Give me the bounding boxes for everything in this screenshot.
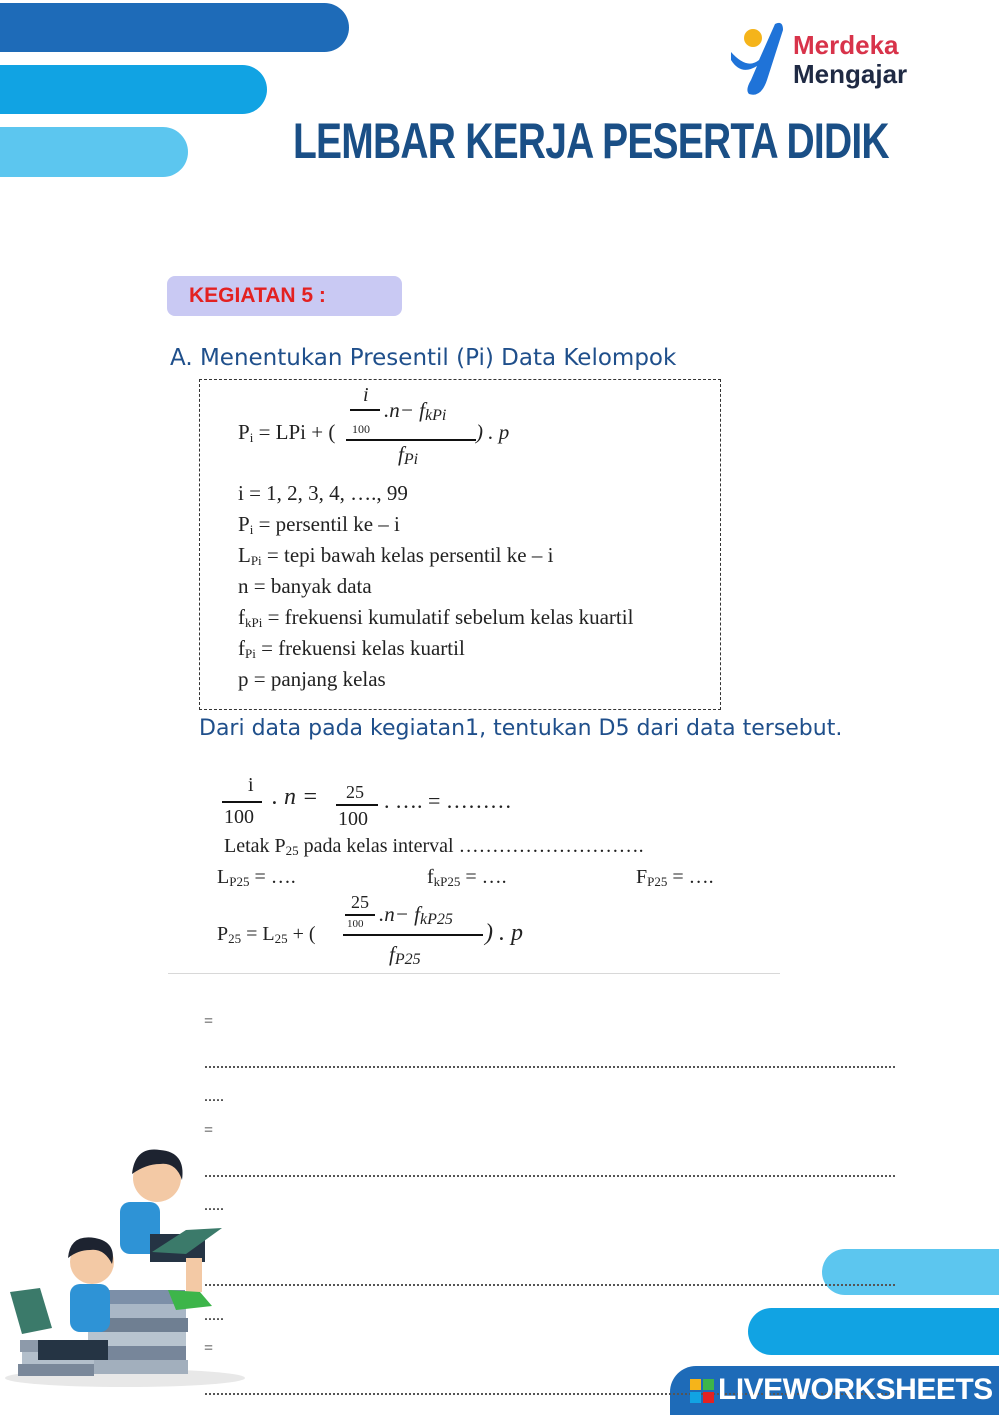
- formula-eq-lpi: = LPi + (: [258, 420, 336, 444]
- fkp25-value: = ….: [460, 866, 507, 888]
- formula-small-frac-line: [350, 409, 380, 411]
- letak-tail: pada kelas interval ……………………….: [298, 835, 644, 857]
- p25-sub: 25: [228, 931, 242, 946]
- lp25-field: [217, 866, 296, 890]
- work-mid: . n =: [272, 784, 319, 810]
- formula-den: f: [398, 442, 404, 466]
- definition-symbol: n: [238, 574, 249, 598]
- top-band-mid: [0, 65, 267, 114]
- fkp25-label: f: [427, 866, 434, 888]
- lp25-label: L: [217, 866, 230, 888]
- fp25-field: [636, 866, 714, 890]
- p25-plus: + (: [287, 923, 316, 945]
- definition-row: [238, 636, 465, 662]
- p25-num-100: 100: [347, 918, 364, 930]
- definition-text: = tepi bawah kelas persentil ke – i: [261, 543, 554, 567]
- fp25-value: = ….: [667, 866, 714, 888]
- definition-text: = 1, 2, 3, 4, …., 99: [243, 481, 408, 505]
- liveworksheets-logo-icon: [690, 1379, 714, 1403]
- p25-den: f: [389, 942, 395, 966]
- answer-eq-1: =: [204, 1013, 214, 1030]
- definition-row: [238, 512, 400, 538]
- merdeka-mengajar-logo: [727, 20, 937, 100]
- answer-short-2: .....: [204, 1197, 224, 1214]
- fkp25-sub: kP25: [433, 874, 461, 889]
- top-band-dark: [0, 3, 349, 52]
- divider-line: [168, 973, 780, 974]
- definition-symbol: f: [238, 605, 245, 629]
- instruction-text: Dari data pada kegiatan1, tentukan D5 dari data tersebut.: [199, 716, 843, 741]
- p25-num-sub: kP25: [420, 911, 453, 928]
- p25-close: ) . p: [485, 920, 523, 946]
- frac1-line: [222, 801, 262, 803]
- formula-main-frac-line: [346, 439, 476, 441]
- formula-num-i: i: [363, 384, 369, 406]
- definition-text: = banyak data: [248, 574, 372, 598]
- definition-symbol: L: [238, 543, 251, 567]
- answer-line-3[interactable]: [205, 1284, 895, 1286]
- page-title: LEMBAR KERJA PESERTA DIDIK: [293, 113, 889, 169]
- bottom-band-light: [822, 1249, 999, 1295]
- frac1-num: i: [248, 774, 254, 796]
- lp25-sub: P25: [229, 874, 250, 889]
- fkp25-field: [427, 866, 507, 890]
- p25-label: P: [217, 923, 229, 945]
- p25-l-sub: 25: [274, 931, 288, 946]
- definition-row: [238, 574, 372, 600]
- formula-num-100: 100: [352, 422, 370, 436]
- activity-badge: KEGIATAN 5 :: [167, 276, 402, 316]
- logo-text-merdeka: Merdeka: [793, 30, 899, 60]
- frac2-num: 25: [346, 782, 364, 802]
- definition-sub: kPi: [245, 615, 263, 630]
- p25-formula: [217, 890, 547, 975]
- formula-lhs: P: [238, 420, 250, 444]
- answer-short-3: .....: [204, 1307, 224, 1324]
- students-reading-illustration: [0, 1140, 250, 1390]
- formula-lhs-sub: i: [249, 430, 254, 445]
- definition-symbol: f: [238, 636, 245, 660]
- p25-num-25: 25: [351, 892, 369, 912]
- answer-eq-2: =: [204, 1122, 214, 1139]
- frac2-line: [336, 804, 378, 806]
- p25-main-frac-line: [343, 934, 483, 936]
- frac2-den: 100: [338, 808, 368, 830]
- definition-sub: i: [249, 522, 254, 537]
- answer-line-2[interactable]: [205, 1175, 895, 1177]
- p25-small-frac-line: [345, 914, 375, 916]
- definition-sub: Pi: [250, 553, 262, 568]
- p25-num-tail: .n− f: [379, 902, 421, 926]
- definition-symbol: P: [238, 512, 250, 536]
- definition-text: = panjang kelas: [248, 667, 386, 691]
- definition-symbol: i: [238, 481, 244, 505]
- letak-sub: 25: [285, 843, 299, 858]
- frac1-den: 100: [224, 806, 254, 828]
- answer-eq-3: =: [204, 1340, 214, 1357]
- fp25-label: F: [636, 866, 648, 888]
- letak-text: Letak P: [224, 835, 286, 857]
- fp25-sub: P25: [647, 874, 668, 889]
- definition-row: [238, 543, 553, 569]
- definition-symbol: p: [238, 667, 249, 691]
- definition-row: [238, 667, 386, 693]
- logo-text-mengajar: Mengajar: [793, 59, 908, 89]
- definition-text: = frekuensi kumulatif sebelum kelas kuartil: [262, 605, 634, 629]
- section-heading: A. Menentukan Presentil (Pi) Data Kelompok: [170, 345, 677, 371]
- p25-eq: = L: [241, 923, 275, 945]
- logo-mark-icon: [727, 20, 789, 98]
- formula-close: ) . p: [476, 420, 510, 444]
- work-tail: . …. = ………: [384, 788, 512, 813]
- definition-row: [238, 605, 633, 631]
- formula-num-sub: kPi: [425, 407, 447, 424]
- definition-text: = frekuensi kelas kuartil: [255, 636, 465, 660]
- formula-den-sub: Pi: [403, 451, 419, 468]
- lp25-value: = ….: [249, 866, 296, 888]
- watermark-text: LIVEWORKSHEETS: [718, 1373, 993, 1406]
- top-band-light: [0, 127, 188, 177]
- definition-row: [238, 481, 408, 507]
- definition-text: = persentil ke – i: [253, 512, 400, 536]
- letak-line: [224, 835, 644, 859]
- percentile-formula: [238, 384, 698, 474]
- p25-den-sub: P25: [394, 951, 421, 968]
- answer-short-1: .....: [204, 1088, 224, 1105]
- bottom-band-mid: [748, 1308, 999, 1355]
- formula-num-tail: .n− f: [384, 398, 426, 422]
- definition-sub: Pi: [245, 646, 256, 661]
- work-fraction-row: [222, 774, 552, 834]
- answer-line-1[interactable]: [205, 1066, 895, 1068]
